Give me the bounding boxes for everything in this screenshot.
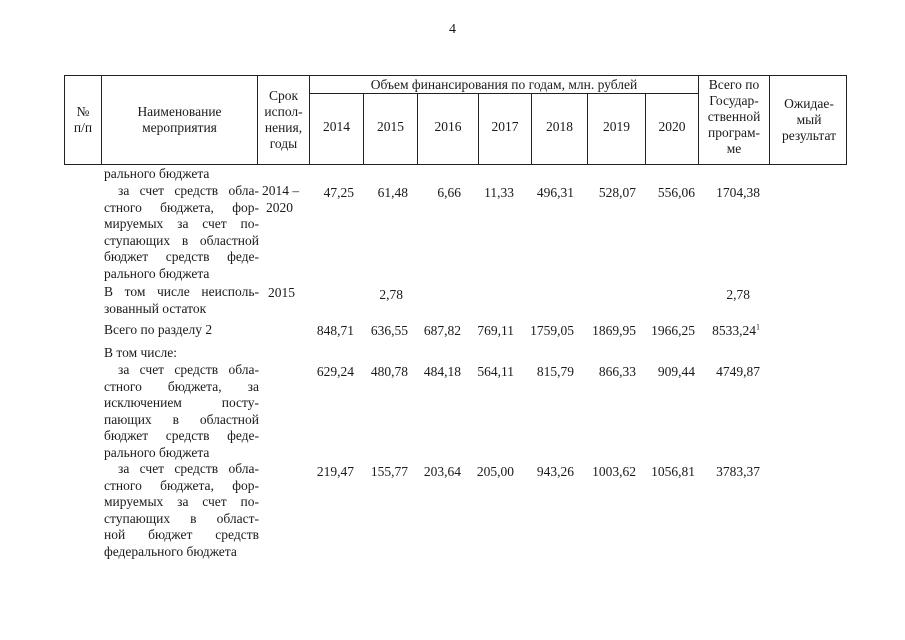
cell-2019: 528,07 (598, 185, 636, 200)
row-description: за счет средств обла- стного бюджета, фор- мируемых за счет по- ступающих в област- ной бюджет средств федерального бюджета (104, 461, 259, 559)
header-year-2017: 2017 (491, 119, 519, 134)
cell-2019: 866,33 (598, 364, 636, 379)
cell-total: 8533,24$^1$ (712, 322, 760, 338)
cell-2020: 909,44 (657, 364, 695, 379)
cell-2016: 484,18 (423, 364, 461, 379)
header-year-2020: 2020 (658, 119, 686, 134)
continuation-text: рального бюджета (104, 166, 210, 181)
cell-2020: 556,06 (657, 185, 695, 200)
row-description: В том числе неисполь- зованный остаток (104, 284, 259, 316)
cell-2015: 2,78 (379, 287, 403, 302)
cell-2014: 219,47 (316, 464, 354, 479)
cell-total: 4749,87 (716, 364, 760, 379)
cell-2015: 636,55 (370, 323, 408, 338)
cell-total: 2,78 (726, 287, 750, 302)
cell-2014: 629,24 (316, 364, 354, 379)
cell-2015: 61,48 (377, 185, 408, 200)
cell-2018: 1759,05 (530, 323, 574, 338)
subsection-label: В том числе: (104, 345, 177, 360)
cell-2015: 155,77 (370, 464, 408, 479)
row-description: за счет средств обла- стного бюджета, фор- мируемых за счет по- ступающих в областной бюджет средств феде- рального бюджета (104, 183, 259, 281)
cell-2019: 1003,62 (592, 464, 636, 479)
cell-2020: 1056,81 (651, 464, 695, 479)
table-header (64, 75, 847, 165)
row-term: 2014 – 2020 (262, 183, 300, 215)
cell-total: 3783,37 (716, 464, 760, 479)
cell-2014: 848,71 (316, 323, 354, 338)
cell-2018: 815,79 (536, 364, 574, 379)
header-term: Срок испол- нения, годы (264, 88, 303, 151)
row-divider (309, 93, 698, 94)
cell-2019: 1869,95 (592, 323, 636, 338)
cell-2017: 205,00 (476, 464, 514, 479)
cell-2020: 1966,25 (651, 323, 695, 338)
header-name: Наименование мероприятия (137, 104, 222, 135)
cell-2015: 480,78 (370, 364, 408, 379)
cell-2016: 203,64 (423, 464, 461, 479)
cell-2017: 11,33 (484, 185, 514, 200)
cell-2018: 943,26 (536, 464, 574, 479)
section-total-label: Всего по разделу 2 (104, 322, 213, 337)
header-year-2018: 2018 (546, 119, 573, 134)
header-num: № п/п (73, 104, 93, 135)
row-term: 2015 (268, 285, 295, 300)
cell-2018: 496,31 (536, 185, 574, 200)
header-year-2015: 2015 (377, 119, 404, 134)
footnote-marker: 1 (756, 322, 760, 332)
header-year-2014: 2014 (323, 119, 350, 134)
cell-total: 1704,38 (716, 185, 760, 200)
header-funding-title: Объем финансирования по годам, млн. рублей (370, 77, 638, 92)
header-total: Всего по Государ- ственной програм- ме (707, 77, 761, 156)
page-number: 4 (449, 22, 456, 37)
row-description: за счет средств обла- стного бюджета, за исключением посту- пающих в областной бюджет средств феде- рального бюджета (104, 362, 259, 460)
header-result: Ожидае- мый результат (781, 96, 837, 143)
cell-2016: 687,82 (423, 323, 461, 338)
cell-2016: 6,66 (437, 185, 461, 200)
cell-2017: 564,11 (477, 364, 514, 379)
cell-2017: 769,11 (477, 323, 514, 338)
cell-2014: 47,25 (323, 185, 354, 200)
header-year-2019: 2019 (603, 119, 630, 134)
header-year-2016: 2016 (434, 119, 462, 134)
